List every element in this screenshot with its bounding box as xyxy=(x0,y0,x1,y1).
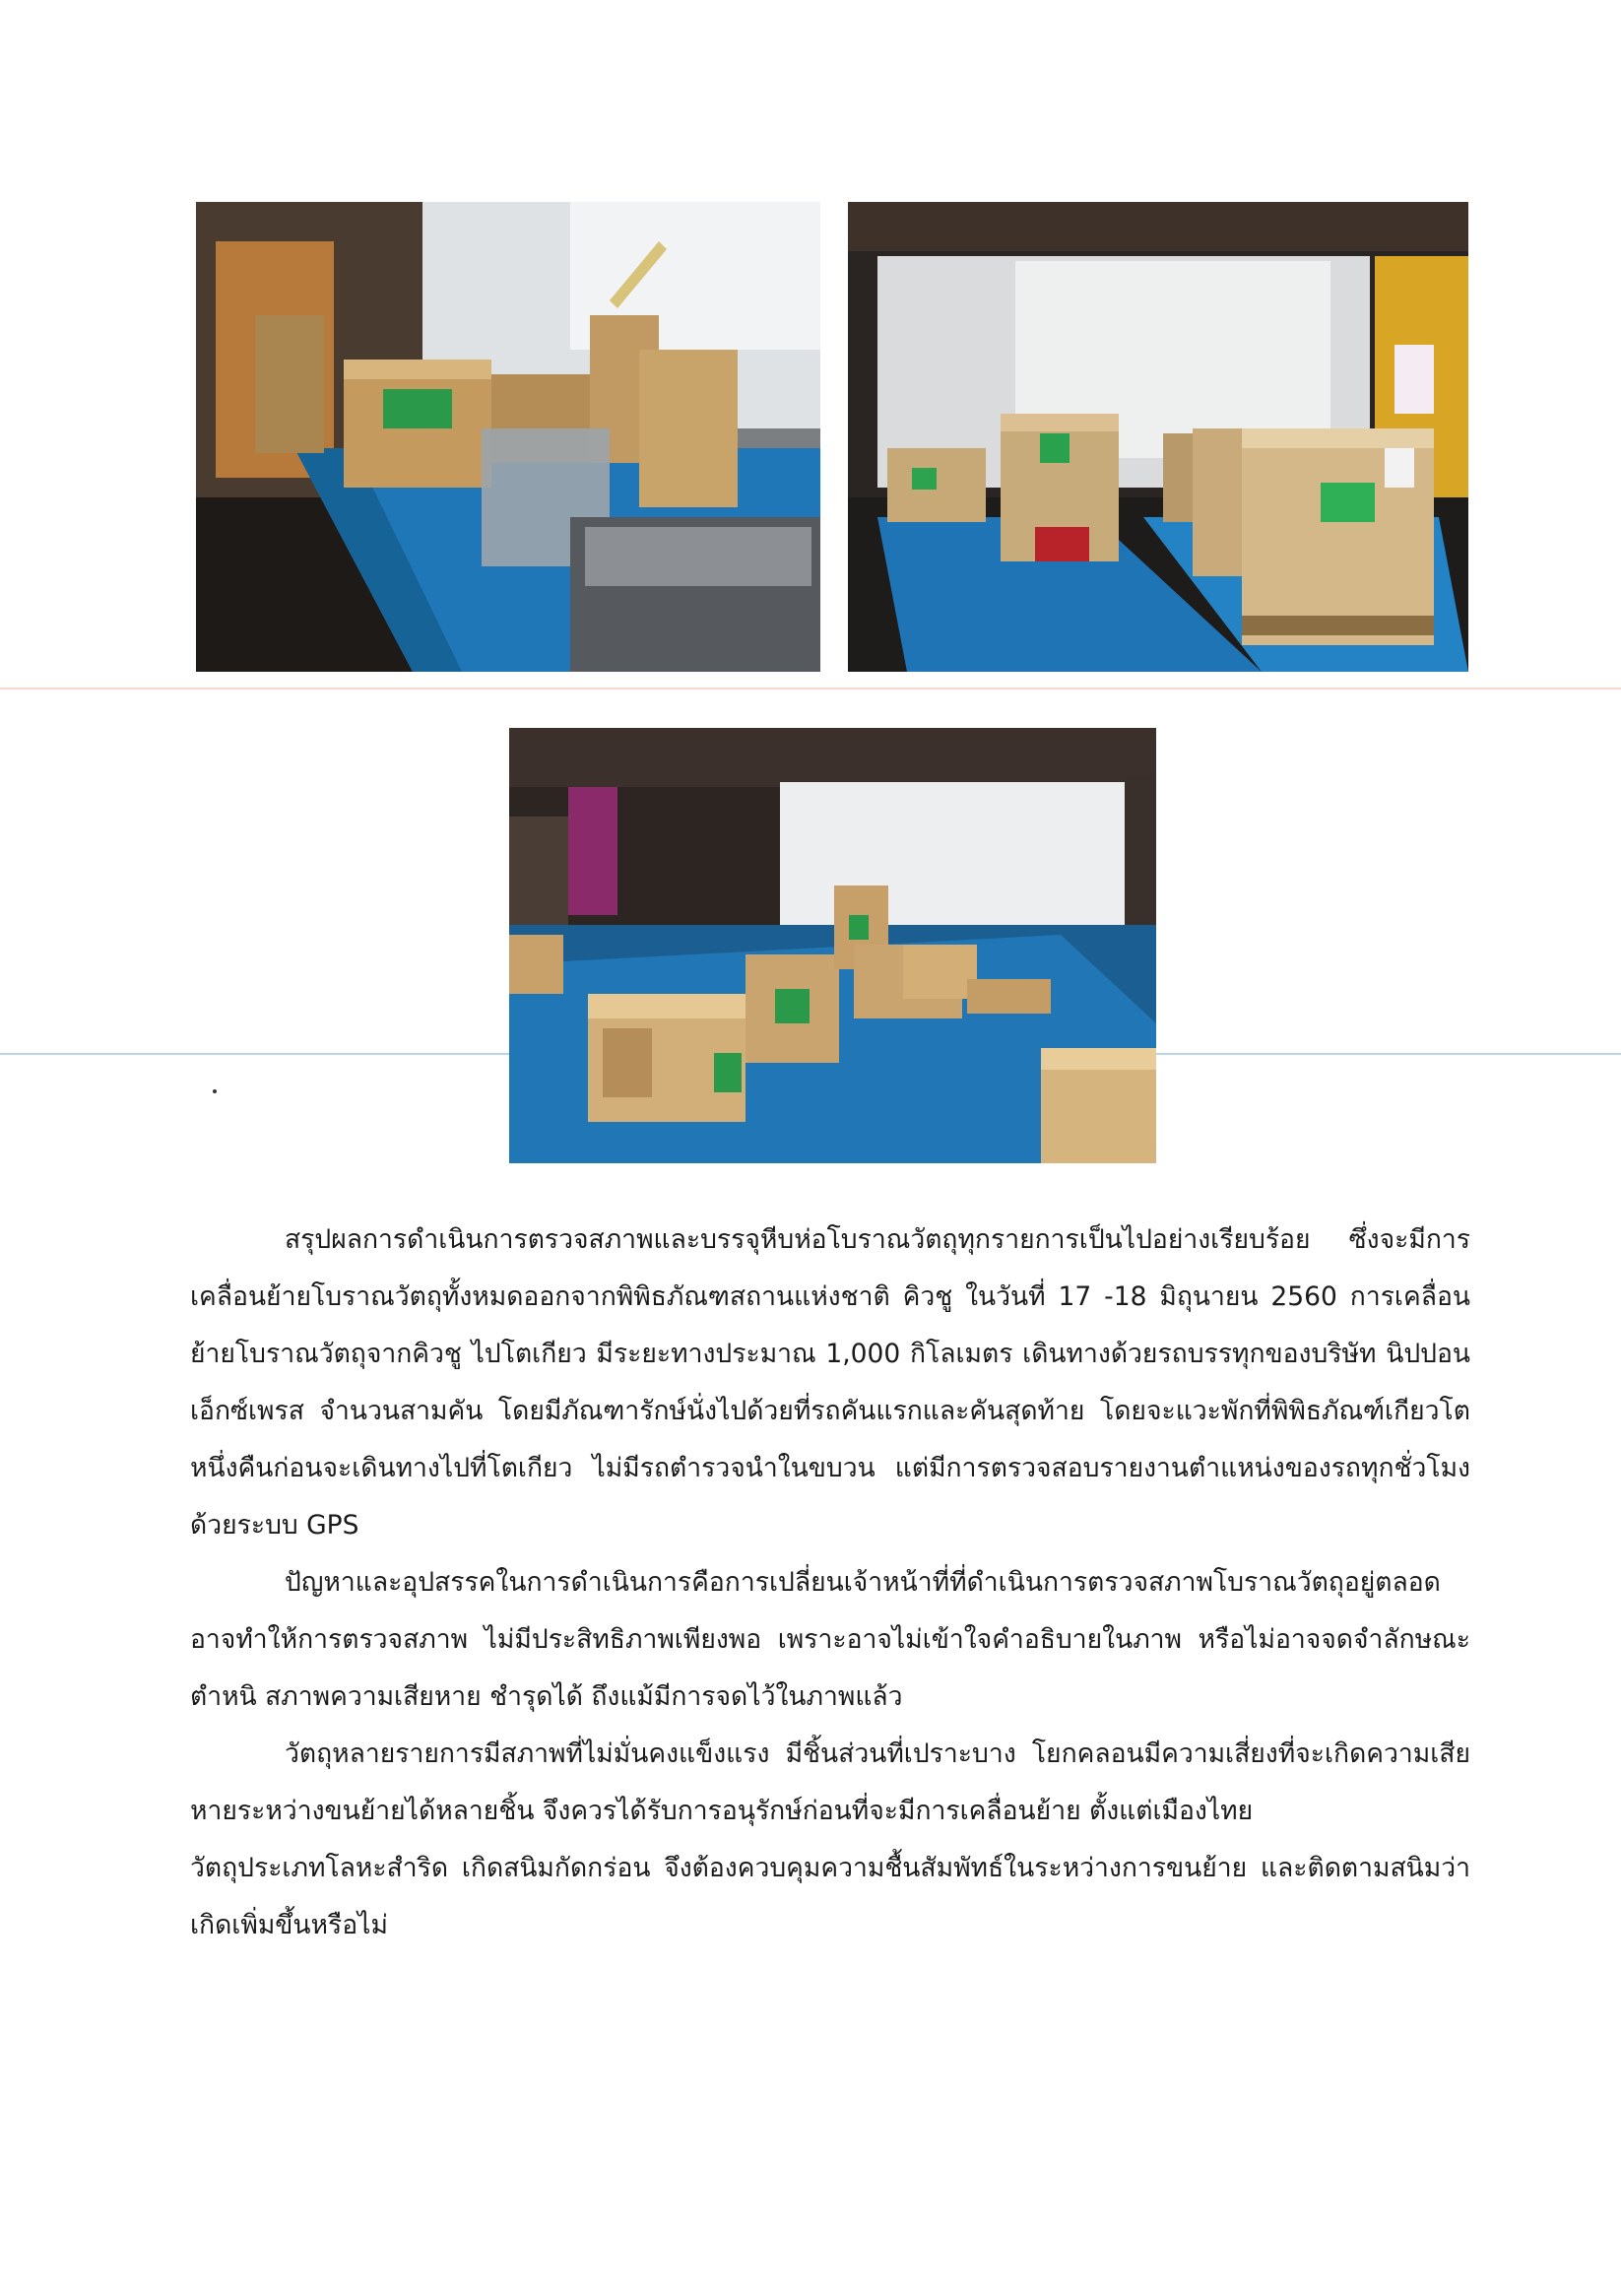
body-text xyxy=(190,1212,1470,1954)
photo-crates-pallet-jack xyxy=(848,202,1468,672)
scan-speck xyxy=(213,1089,217,1093)
photo-crates-exhibition-hall xyxy=(509,728,1156,1163)
paragraph-summary: สรุปผลการดำเนินการตรวจสภาพและบรรจุหีบห่อโบราณวัตถุทุกรายการเป็นไปอย่างเรียบร้อย ซึ่งจะมีการเคลื่อนย้ายโบราณวัตถุทั้งหมดออกจากพิพิธภัณฑสถานแห่งชาติ คิวชู ในวันที่ 17 -18 มิถุนายน 2560 การเคลื่อนย้ายโบราณวัตถุจากคิวชู ไปโตเกียว มีระยะทางประมาณ 1,000 กิโลเมตร เดินทางด้วยรถบรรทุกของบริษัท นิปปอน เอ็กซ์เพรส จำนวนสามคัน โดยมีภัณฑารักษ์นั่งไปด้วยที่รถคันแรกและคันสุดท้าย โดยจะแวะพักที่พิพิธภัณฑ์เกียวโตหนึ่งคืนก่อนจะเดินทางไปที่โตเกียว ไม่มีรถตำรวจนำในขบวน แต่มีการตรวจสอบรายงานตำแหน่งของรถทุกชั่วโมง ด้วยระบบ GPS xyxy=(190,1224,1470,1541)
paragraph-problems: ปัญหาและอุปสรรคในการดำเนินการคือการเปลี่ยนเจ้าหน้าที่ที่ดำเนินการตรวจสภาพโบราณวัตถุอยู่ตลอด อาจทำให้การตรวจสภาพ ไม่มีประสิทธิภาพเพียงพอ เพราะอาจไม่เข้าใจคำอธิบายในภาพ หรือไม่อาจจดจำลักษณะตำหนิ สภาพความเสียหาย ชำรุดได้ ถึงแม้มีการจดไว้ในภาพแล้ว xyxy=(190,1567,1470,1712)
photo-packed-crates-gallery xyxy=(196,202,820,672)
paragraph-bronze-objects: วัตถุประเภทโลหะสำริด เกิดสนิมกัดกร่อน จึงต้องควบคุมความชื้นสัมพัทธ์ในระหว่างการขนย้าย และติดตามสนิมว่าเกิดเพิ่มขึ้นหรือไม่ xyxy=(190,1853,1470,1940)
paragraph-fragile-objects: วัตถุหลายรายการมีสภาพที่ไม่มั่นคงแข็งแรง มีชิ้นส่วนที่เปราะบาง โยกคลอนมีความเสี่ยงที่จะเกิดความเสียหายระหว่างขนย้ายได้หลายชิ้น จึงควรได้รับการอนุรักษ์ก่อนที่จะมีการเคลื่อนย้าย ตั้งแต่เมืองไทย xyxy=(190,1738,1470,1826)
scan-artifact-line xyxy=(0,688,1621,689)
